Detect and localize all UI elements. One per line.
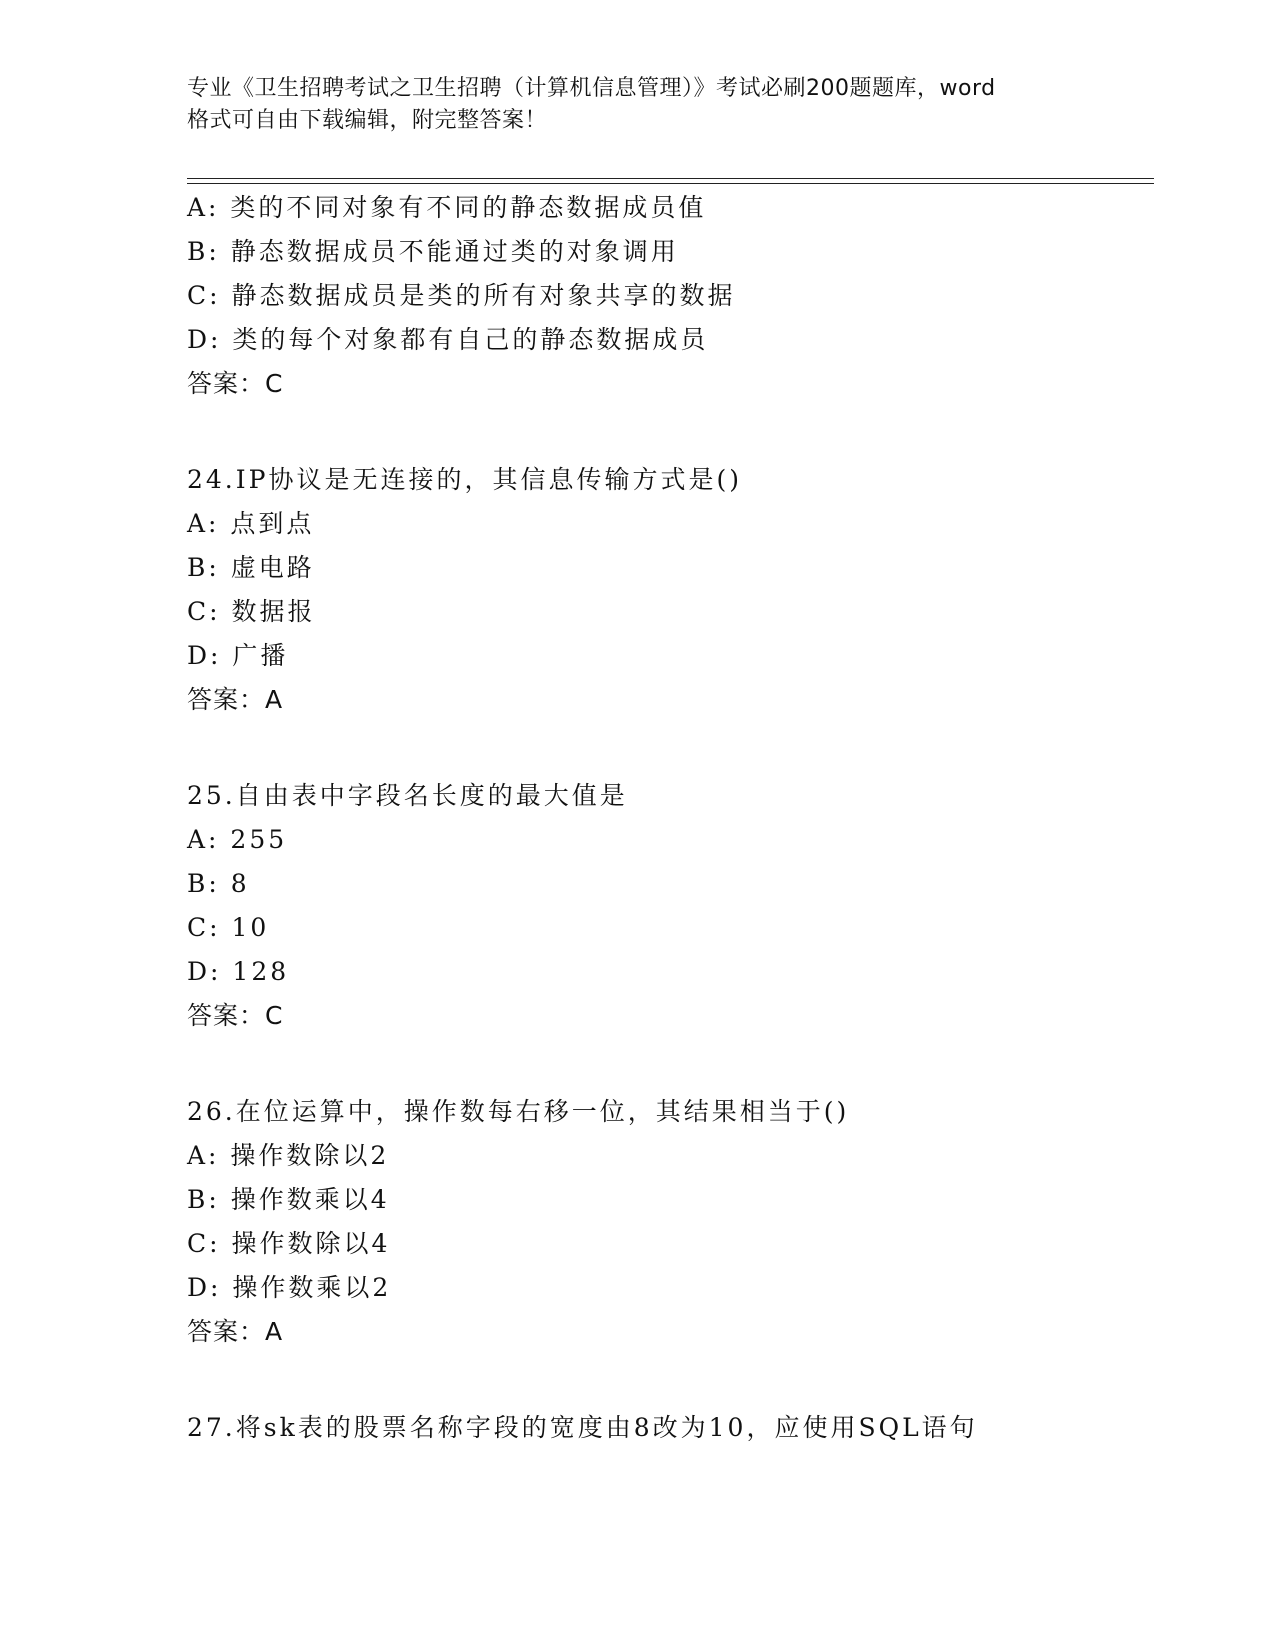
header-line-1: 专业《卫生招聘考试之卫生招聘（计算机信息管理）》考试必刷200题题库，word	[187, 76, 996, 101]
q26-question: 26.在位运算中，操作数每右移一位，其结果相当于()	[187, 1097, 850, 1126]
q23-answer: 答案：C	[187, 369, 284, 398]
q26-option-b: B: 操作数乘以4	[187, 1185, 390, 1214]
q26-option-d: D: 操作数乘以2	[187, 1273, 392, 1302]
q23-option-c: C: 静态数据成员是类的所有对象共享的数据	[187, 281, 736, 310]
q24-question: 24.IP协议是无连接的，其信息传输方式是()	[187, 465, 742, 494]
q25-question: 25.自由表中字段名长度的最大值是	[187, 781, 628, 810]
q25-answer: 答案：C	[187, 1001, 284, 1030]
q25-option-c: C: 10	[187, 913, 270, 942]
header-divider-bottom	[187, 183, 1154, 184]
header-divider-top	[187, 178, 1154, 179]
q26-option-a: A: 操作数除以2	[187, 1141, 390, 1170]
q23-option-a: A: 类的不同对象有不同的静态数据成员值	[187, 193, 707, 222]
q25-option-d: D: 128	[187, 957, 290, 986]
q25-option-b: B: 8	[187, 869, 250, 898]
q23-option-d: D: 类的每个对象都有自己的静态数据成员	[187, 325, 709, 354]
q24-option-d: D: 广播	[187, 641, 289, 670]
q23-option-b: B: 静态数据成员不能通过类的对象调用	[187, 237, 679, 266]
q25-option-a: A: 255	[187, 825, 288, 854]
q26-option-c: C: 操作数除以4	[187, 1229, 391, 1258]
document-header	[187, 73, 1087, 137]
q24-option-b: B: 虚电路	[187, 553, 315, 582]
q24-option-c: C: 数据报	[187, 597, 316, 626]
q27-question: 27.将sk表的股票名称字段的宽度由8改为10，应使用SQL语句	[187, 1413, 978, 1442]
q24-option-a: A: 点到点	[187, 509, 315, 538]
q26-answer: 答案：A	[187, 1317, 284, 1346]
header-line-2: 格式可自由下载编辑，附完整答案！	[187, 108, 548, 133]
q24-answer: 答案：A	[187, 685, 284, 714]
